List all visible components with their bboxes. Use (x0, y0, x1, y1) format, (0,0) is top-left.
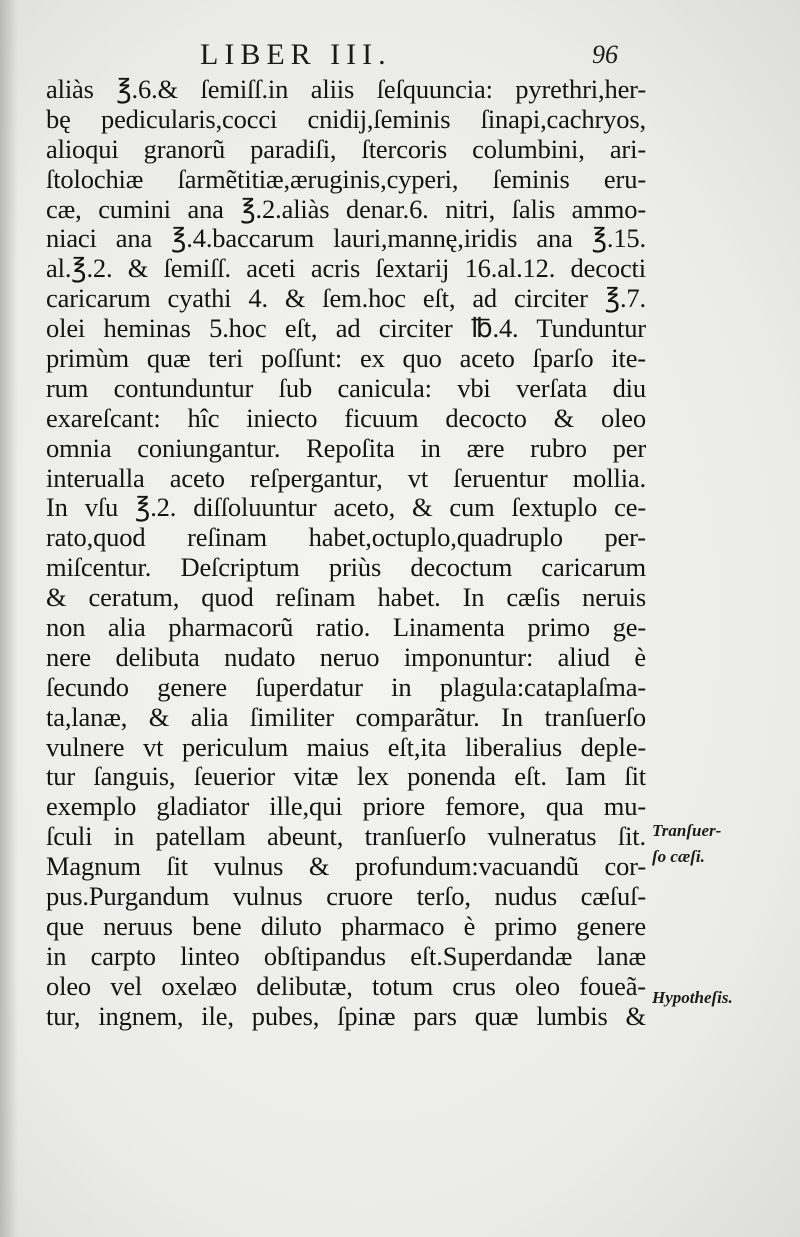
text-line: oleo vel oxelæo delibutæ, totum crus oleo foueã- (46, 970, 646, 1001)
text-line: bę pedicularis,cocci cnidij,ſeminis ſinapi,cachryos, (46, 103, 646, 134)
page-header (0, 32, 800, 72)
text-line: rum contunduntur ſub canicula: vbi verſata diu (46, 372, 646, 403)
text-line: cæ, cumini ana ℥.2.aliàs denar.6. nitri, ſalis ammo- (46, 193, 646, 224)
text-line: non alia pharmacorũ ratio. Linamenta primo ge- (46, 612, 646, 643)
text-line: tur ſanguis, ſeuerior vitæ lex ponenda eſt. Iam ſit (46, 761, 646, 792)
marginal-note-hypothesis (652, 985, 733, 1011)
text-line: exemplo gladiator ille,qui priore femore, qua mu- (46, 791, 646, 822)
text-line: ſculi in patellam abeunt, tranſuerſo vulneratus ſit. (46, 821, 646, 852)
text-line: olei heminas 5.hoc eſt, ad circiter ℔.4. Tunduntur (46, 313, 646, 344)
text-line: aliàs ℥.6.& ſemiſſ.in aliis ſeſquuncia: pyrethri,her- (46, 74, 646, 104)
text-line: In vſu ℥.2. diſſoluuntur aceto, & cum ſextuplo ce- (46, 492, 646, 523)
text-line: interualla aceto reſpergantur, vt ſeruentur mollia. (46, 462, 646, 493)
text-line: & ceratum, quod reſinam habet. In cæſis neruis (46, 582, 646, 613)
text-line: alioqui granorũ paradiſi, ſtercoris columbini, ari- (46, 133, 646, 164)
text-line: primùm quæ teri poſſunt: ex quo aceto ſparſo ite- (46, 343, 646, 374)
text-line: ta,lanæ, & alia ſimiliter comparãtur. In tranſuerſo (46, 701, 646, 732)
page-gutter-shadow (0, 0, 18, 1237)
text-line: pus.Purgandum vulnus cruore terſo, nudus cæſuſ- (46, 881, 646, 912)
text-line: tur, ingnem, ile, pubes, ſpinæ pars quæ lumbis & (46, 1000, 646, 1031)
text-line: vulnere vt periculum maius eſt,ita liberalius deple- (46, 731, 646, 762)
running-title: LIBER III. (200, 38, 392, 71)
marginal-note-line: Tranſuer- (652, 821, 722, 840)
text-line: miſcentur. Deſcriptum priùs decoctum caricarum (46, 552, 646, 583)
text-line: Magnum ſit vulnus & profundum:vacuandũ cor- (46, 851, 646, 882)
text-line: ſecundo genere ſuperdatur in plagula:cataplaſma- (46, 671, 646, 702)
marginal-note-line: Hypotheſis. (652, 988, 733, 1007)
text-line: caricarum cyathi 4. & ſem.hoc eſt, ad circiter ℥.7. (46, 283, 646, 314)
text-line: que neruus bene diluto pharmaco è primo genere (46, 910, 646, 941)
folio-number: 96 (592, 40, 618, 69)
text-line: niaci ana ℥.4.baccarum lauri,mannę,iridis ana ℥.15. (46, 223, 646, 254)
text-line: exareſcant: hîc iniecto ficuum decocto & oleo (46, 402, 646, 433)
text-line: nere delibuta nudato neruo imponuntur: aliud è (46, 641, 646, 672)
marginal-note-transuerso (652, 818, 721, 870)
text-line: rato,quod reſinam habet,octuplo,quadruplo per- (46, 522, 646, 553)
text-line: in carpto linteo obſtipandus eſt.Superdandæ lanæ (46, 940, 646, 971)
text-line: al.℥.2. & ſemiſſ. aceti acris ſextarij 16.al.12. decocti (46, 253, 646, 284)
text-line: ſtolochiæ ſarmẽtitiæ,æruginis,cyperi, ſeminis eru- (46, 163, 646, 194)
text-line: omnia coniungantur. Repoſita in ære rubro per (46, 432, 646, 463)
marginal-note-line: ſo cæſi. (652, 847, 705, 866)
body-text (46, 75, 646, 1032)
